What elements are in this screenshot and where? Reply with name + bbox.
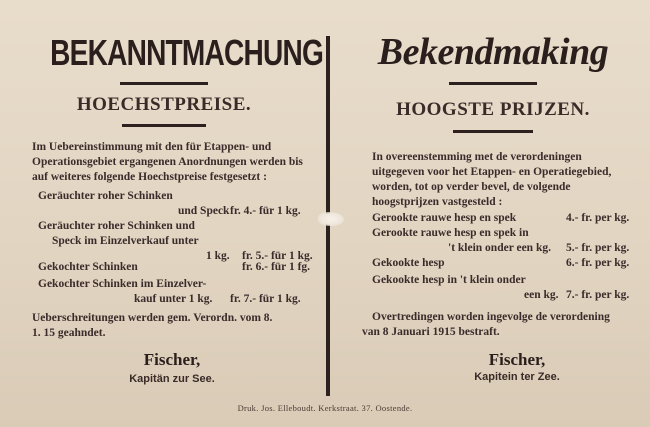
german-title: BEKANNTMACHUNG: [50, 32, 324, 73]
german-title-rule: [120, 82, 208, 85]
paper-tear: [318, 212, 344, 226]
german-subtitle-rule: [122, 124, 206, 127]
german-column: BEKANNTMACHUNG HOECHSTPREISE. Im Uebereinstimmung mit den für Etappen- und Operationsgebiet ergangenen Anordnungen werden bis auf weiteres folgende Hoechstpreise festgesetzt : Geräuchter roher Schinken und Speck fr. 4.- für 1 kg. Geräuchter roher Schinken und Speck im Einzelverkauf unter 1 kg. fr. 5.- für 1 kg. Gekochter Schinken fr. 6.- für 1 fg. Gekochter Schinken im Einzelver- kauf unter 1 kg. fr. 7.- für 1 kg. Ueberschreitungen werden gem. Verordn. vom 8. 1. 15 geahndet. Fischer, Kapitän zur See.: [18, 0, 310, 390]
dutch-penalty-note: Overtredingen worden ingevolge de verordening van 8 Januari 1915 bestraft.: [362, 311, 610, 338]
dutch-title-rule: [449, 82, 537, 85]
dutch-title: Bekendmaking: [377, 31, 609, 73]
dutch-signature-rank: Kapitein ter Zee.: [474, 371, 560, 383]
german-subtitle: HOECHSTPREISE.: [76, 94, 252, 115]
german-signature-rank: Kapitän zur See.: [129, 373, 215, 385]
german-intro: Im Uebereinstimmung mit den für Etappen- und Operationsgebiet ergangenen Anordnungen werden bis auf weiteres folgende Hoechstpreise festgesetzt :: [32, 141, 303, 183]
printer-imprint: Druk. Jos. Elleboudt. Kerkstraat. 37. Oostende.: [237, 403, 413, 413]
german-signature-name: Fischer,: [143, 350, 201, 369]
german-penalty-note: Ueberschreitungen werden gem. Verordn. vom 8. 1. 15 geahndet.: [32, 312, 273, 339]
dutch-subtitle: HOOGSTE PRIJZEN.: [396, 99, 590, 120]
dutch-intro: In overeenstemming met de verordeningen uitgegeven voor het Etappen- en Operatiegebied, worden, tot op verder bevel, de volgende hoogstprijzen vastgesteld :: [372, 151, 612, 208]
dutch-subtitle-rule: [453, 130, 533, 133]
dutch-signature-name: Fischer,: [488, 350, 546, 369]
dutch-column: Bekendmaking HOOGSTE PRIJZEN. In overeenstemming met de verordeningen uitgegeven voor het Etappen- en Operatiegebied, worden, tot op verder bevel, de volgende hoogstprijzen vastgesteld : Gerookte rauwe hesp en spek 4.- fr. per kg. Gerookte rauwe hesp en spek in 't klein onder een kg. 5.- fr. per kg. Gekookte hesp 6.- fr. per kg. Gekookte hesp in 't klein onder een kg. 7.- fr. per kg. Overtredingen worden ingevolge de verordening van 8 Januari 1915 bestraft. Fischer, Kapitein ter Zee.: [348, 0, 638, 390]
